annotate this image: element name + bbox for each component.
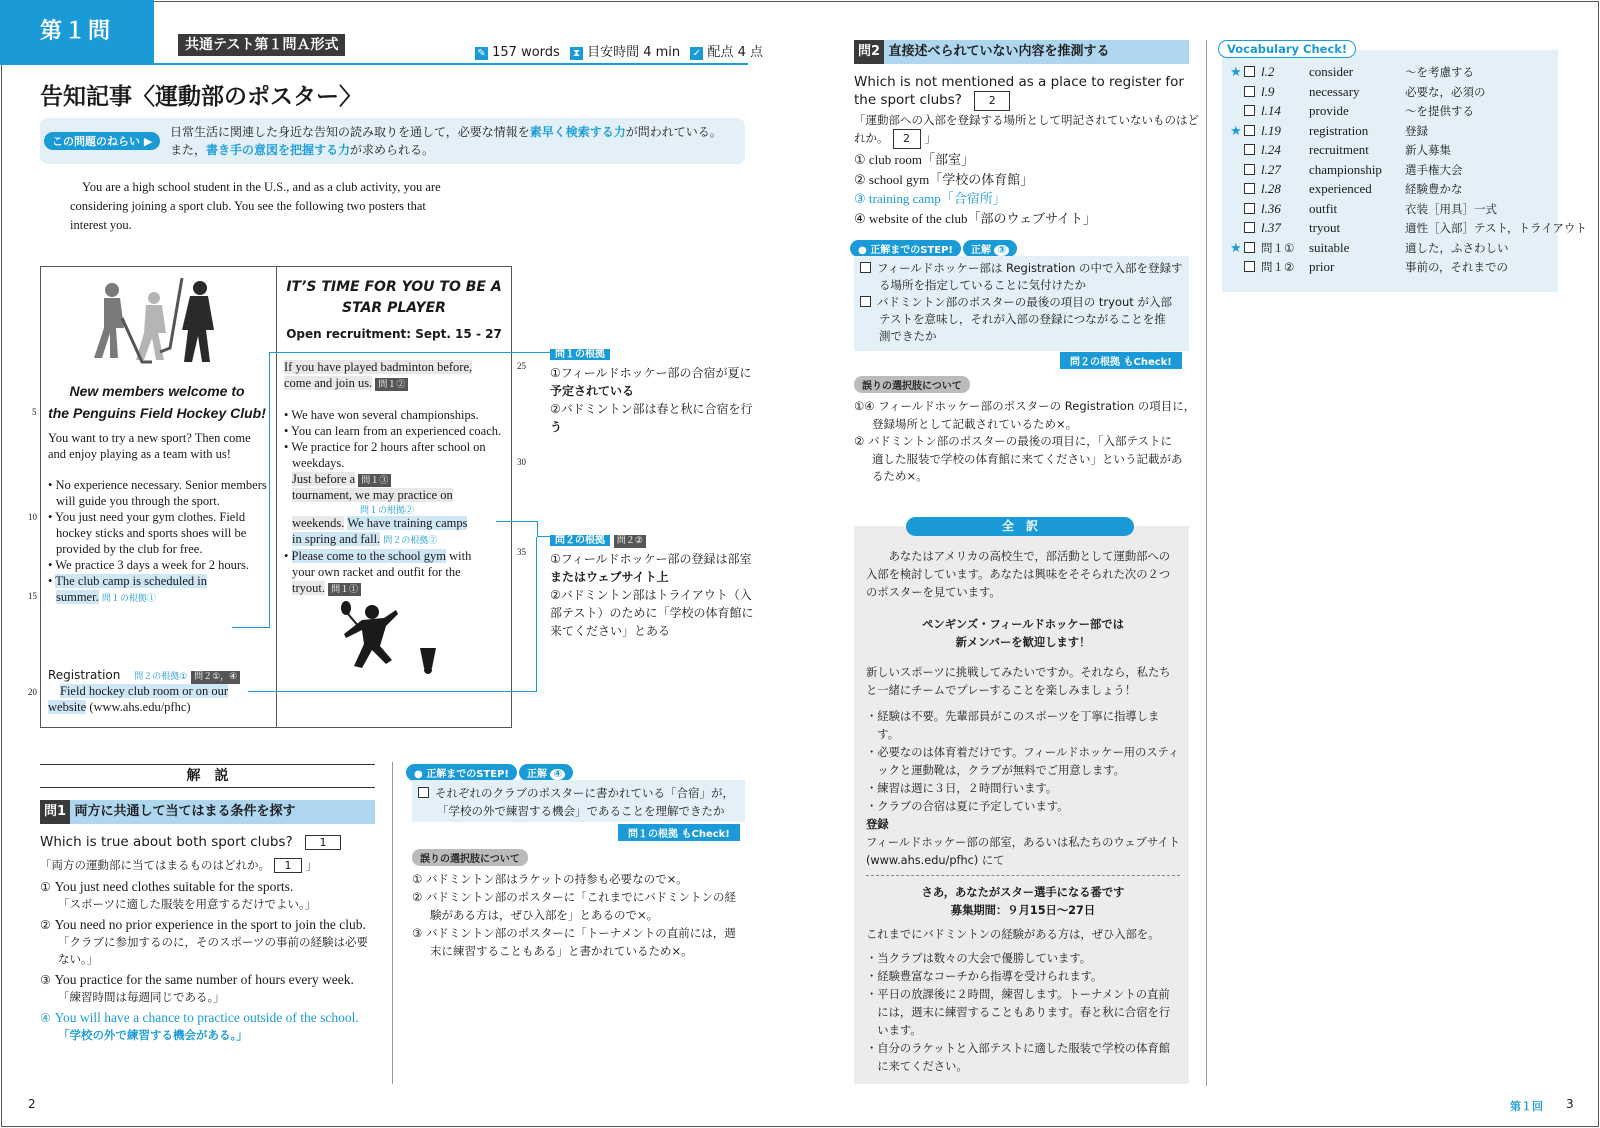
line-number-5: 5 <box>32 407 37 417</box>
badminton-player-illustration <box>332 598 452 683</box>
vocab-item: ★ l.2 consider 〜を考慮する <box>1230 64 1474 79</box>
poster-right-body: If you have played badminton before, come and join us. 問１② • We have won several championships. • You can learn from an experienced coach. • We practice for 2 hours after school on weekdays. Just before a 問１③ tournament, we may practice on 問１の根拠② weekends. We have training camps in spring and fall. 問２の根拠② • Please come to the school gym with your own racket and outfit for the tryout. 問１① <box>284 360 502 595</box>
connector-2a <box>496 521 538 522</box>
q2-jp-question: 「運動部への入部を登録する場所として明記されていないものはど れか。 2 」 <box>854 111 1199 149</box>
registration-label: Registration 問２の根拠① 問２①，④ <box>48 668 240 684</box>
q2-option-2: ② school gym「学校の体育館」 <box>854 171 1034 187</box>
vocab-item: l.28 experienced 経験豊かな <box>1230 181 1587 201</box>
hourglass-icon: ⧗ <box>570 47 583 60</box>
vocab-list <box>1230 64 1587 279</box>
vocab-item: l.24 recruitment 新人募集 <box>1230 142 1587 162</box>
line-number-15: 15 <box>28 591 37 601</box>
intro-text: You are a high school student in the U.S., and as a club activity, you are considering joining a sport club. You see the following two posters that interest you. <box>70 180 441 232</box>
line-number-10: 10 <box>28 512 37 522</box>
q2-option-4: ④ website of the club「部のウェブサイト」 <box>854 210 1097 226</box>
column-divider-left <box>392 762 393 1084</box>
step1-label: ● 正解までのSTEP! 正解 ④ <box>406 764 573 781</box>
vocab-item: l.37 tryout 適性［入部］テスト，トライアウト <box>1230 220 1587 240</box>
step1-check-link[interactable]: 問１の根拠 もCheck! <box>618 824 740 841</box>
q2-header: 問2 直接述べられていない内容を推測する <box>854 40 1189 64</box>
checkbox-icon: ✓ <box>690 47 703 60</box>
page-number-left: 2 <box>28 1097 36 1111</box>
points: 配点 4 点 <box>707 45 763 60</box>
q2-options <box>854 150 1096 228</box>
step1-wrong-text: ① バドミントン部はラケットの持参も必要なので×。 ② バドミントン部のポスターに「これまでにバドミントンの経 験がある方は，ぜひ入部を」とあるので×。 ③ バドミントン部のポスターに「トーナメントの直前には，週 末に練習することもある」と書かれているため×。 <box>412 872 737 958</box>
column-divider-right <box>1206 40 1207 1086</box>
line-number-25: 25 <box>517 361 526 371</box>
format-label: 共通テスト第１問Ａ形式 <box>178 34 345 56</box>
grounds-2: 問２の根拠 問２② ①フィールドホッケー部の登録は部室 またはウェブサイト上 ②バドミントン部はトライアウト（入 部テスト）のために「学校の体育館に 来てください」とある <box>550 535 754 638</box>
connector-3b <box>536 537 537 692</box>
vocab-item: l.27 championship 選手権大会 <box>1230 162 1587 182</box>
aim-label: この問題のねらい ▶ <box>44 132 160 150</box>
checkbox[interactable] <box>860 262 871 273</box>
checkbox[interactable] <box>860 296 871 307</box>
posters-divider <box>276 266 277 728</box>
vocab-item: l.14 provide 〜を提供する <box>1230 103 1587 123</box>
vocab-item: l.36 outfit 衣装［用具］一式 <box>1230 201 1587 221</box>
page-title: 告知記事〈運動部のポスター〉 <box>40 84 362 110</box>
step1-wrong-label: 誤りの選択肢について <box>412 849 528 866</box>
connector-2c <box>537 536 551 537</box>
time-estimate: 目安時間 4 min <box>587 45 681 60</box>
pencil-icon: ✎ <box>475 47 488 60</box>
q2-question: Which is not mentioned as a place to register for the sport clubs? 2 <box>854 73 1189 111</box>
q1-jp-question: 「両方の運動部に当てはまるものはどれか。 1 」 <box>40 858 318 872</box>
q2-option-3-correct: ③ training camp「合宿所」 <box>854 191 1006 206</box>
footer-round: 第１回 <box>1510 1100 1543 1113</box>
registration-text: Field hockey club room or on our website (www.ahs.edu/pfhc) <box>48 684 229 714</box>
connector-3a <box>248 691 536 692</box>
line-number-35: 35 <box>517 547 526 557</box>
vocab-title: Vocabulary Check! <box>1218 40 1356 58</box>
vocab-item: 問１② prior 事前の，それまでの <box>1230 259 1587 279</box>
q1-option-1: ① You just need clothes suitable for the sports. 「スポーツに適した服装を用意するだけでよい。」 <box>40 879 317 911</box>
line-number-20: 20 <box>28 687 37 697</box>
hockey-players-illustration <box>82 278 242 368</box>
checkbox[interactable] <box>418 787 429 798</box>
meta-info <box>475 41 763 60</box>
vocab-item: l.9 necessary 必要な，必須の <box>1230 84 1587 104</box>
q1-option-2: ② You need no prior experience in the sport to join the club. 「クラブに参加するのに，そのスポーツの事前の経験は必要ない。」 <box>40 917 369 966</box>
zenyaku-text: あなたはアメリカの高校生で，部活動として運動部への入部を検討しています。あなたは興味をそそられた次の２つのポスターを見ています。 ペンギンズ・フィールドホッケー部では 新メンバーを歓迎します！ 新しいスポーツに挑戦してみたいですか。それなら，私たちと一緒にチームでプレーすることを楽しみましょう！ ・経験は不要。先輩部員がこのスポーツを丁寧に指導します。 ・必要なのは体育着だけです。フィールドホッケー用のスティックと運動靴は，クラブが無料でご用意します。 ・練習は週に３日，２時間行います。 ・クラブの合宿は夏に予定しています。 登録 フィールドホッケー部の部室，あるいは私たちのウェブサイト (www.ahs.edu/pfhc) にて さあ，あなたがスター選手になる番です 募集期間：９月15日〜27日 これまでにバドミントンの経験がある方は，ぜひ入部を。 ・当クラブは数々の大会で優勝しています。 ・経験豊富なコーチから指導を受けられます。 ・平日の放課後に２時間，練習します。トーナメントの直前には，週末に練習することもあります。春と秋に合宿を行います。 ・自分のラケットと入部テストに適した服装で学校の体育館に来てください。 <box>866 550 1180 1073</box>
poster-right-title: IT’S TIME FOR YOU TO BE A STAR PLAYER <box>286 279 502 316</box>
step1-check: それぞれのクラブのポスターに書かれている「合宿」が， 「学校の外で練習する機会」であることを理解できたか <box>418 784 734 820</box>
step2-label: ● 正解までのSTEP! 正解 ③ <box>850 240 1017 257</box>
connector-2b <box>537 521 538 537</box>
poster-left-title: New members welcome to the Penguins Field Hockey Club! <box>48 383 266 421</box>
step2-check: フィールドホッケー部は Registration の中で入部を登録す る場所を指定していることに気付けたか バドミントン部のポスターの最後の項目の tryout が入部 テストを意味し，それが入部の登録につながることを推 測できたか <box>860 260 1183 345</box>
q1-header: 問1 両方に共通して当てはまる条件を探す <box>40 800 375 824</box>
player-gray-1 <box>94 283 124 358</box>
line-number-30: 30 <box>517 457 526 467</box>
zenyaku-label: 全 訳 <box>906 517 1134 536</box>
recruitment-period: Open recruitment: Sept. 15 - 27 <box>286 327 502 341</box>
step2-check-link[interactable]: 問２の根拠 もCheck! <box>1060 352 1182 369</box>
connector-1b <box>269 352 270 628</box>
q1-question: Which is true about both sport clubs? 1 <box>40 834 341 850</box>
step2-wrong-text: ①④ フィールドホッケー部のポスターの Registration の項目に， 登録場所として記載されているため×。 ② バドミントン部のポスターの最後の項目に，「入部テストに 適した服装で学校の体育館に来てください」という記載があ るため×。 <box>854 399 1196 483</box>
kaisetsu-heading: 解 説 <box>40 764 375 788</box>
poster-left-body: You want to try a new sport? Then come and enjoy playing as a team with us! • No experience necessary. Senior members will guide you through the sport. • You just need your gym clothes. Field hockey sticks and sports shoes will be provided by the club for free. • We practice 3 days a week for 2 hours. • The club camp is scheduled in summer. 問１の根拠① <box>48 431 267 604</box>
vocab-item: ★ 問１① suitable 適した，ふさわしい <box>1230 239 1509 255</box>
connector-1a <box>232 627 270 628</box>
q2-option-1: ① club room「部室」 <box>854 152 974 167</box>
word-count: 157 words <box>492 45 560 60</box>
step2-wrong-label: 誤りの選択肢について <box>854 376 970 393</box>
page-number-right: 3 <box>1566 1097 1574 1111</box>
connector-1c <box>269 352 551 353</box>
q1-option-3: ③ You practice for the same number of hours every week. 「練習時間は毎週同じである。」 <box>40 972 354 1004</box>
aim-text: 日常生活に関連した身近な告知の読み取りを通して，必要な情報を素早く検索する力が問われている。 また，書き手の意図を把握する力が求められる。 <box>170 125 722 157</box>
vocab-item: ★ l.19 registration 登録 <box>1230 122 1428 138</box>
grounds-1: 問１の根拠 ①フィールドホッケー部の合宿が夏に 予定されている ②バドミントン部は春と秋に合宿を行 う <box>550 349 753 434</box>
q1-options <box>40 878 375 1044</box>
player-black <box>182 281 214 362</box>
section-number: 第１問 <box>0 0 154 64</box>
q1-option-4-correct: ④ You will have a chance to practice outside of the school. 「学校の外で練習する機会がある。」 <box>40 1010 359 1042</box>
